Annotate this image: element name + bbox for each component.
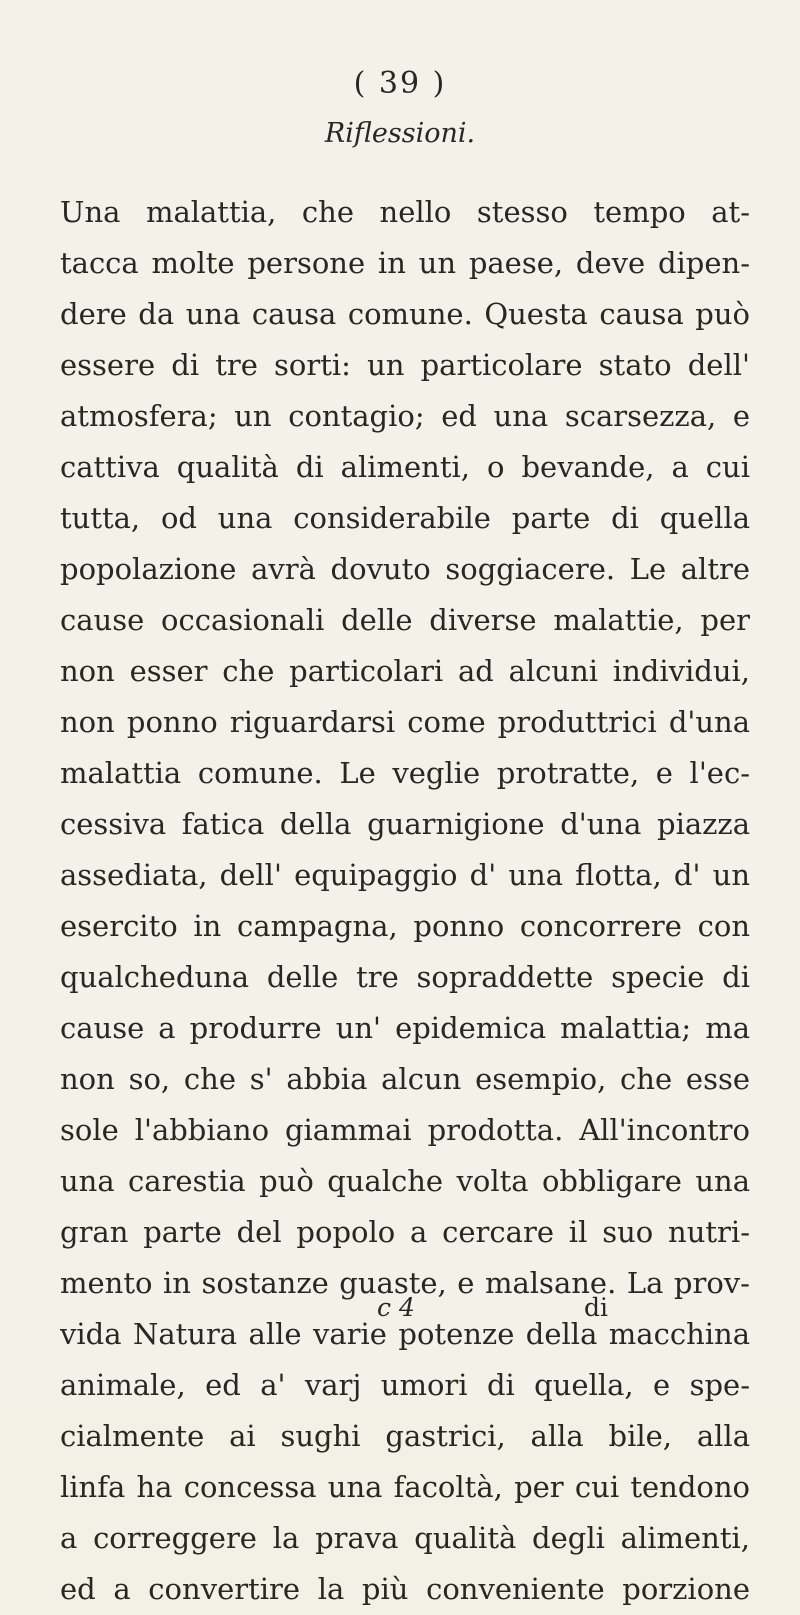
section-title: Riflessioni. [324, 118, 476, 149]
text-line: a correggere la prava qualità degli alimenti, [60, 1521, 750, 1555]
text-line: linfa ha concessa una facoltà, per cui tendono [60, 1470, 750, 1504]
text-line: sole l'abbiano giammai prodotta. All'incontro [60, 1113, 750, 1147]
text-line: non esser che particolari ad alcuni individui, [60, 654, 750, 688]
text-line: popolazione avrà dovuto soggiacere. Le altre [60, 552, 750, 586]
signature-mark: c 4 [377, 1293, 415, 1322]
text-line: ed a convertire la più conveniente porzione [60, 1572, 750, 1606]
text-line: cialmente ai sughi gastrici, alla bile, alla [60, 1419, 750, 1453]
text-line: animale, ed a' varj umori di quella, e spe- [60, 1368, 750, 1402]
text-line: Una malattia, che nello stesso tempo at- [60, 195, 750, 229]
text-line: non so, che s' abbia alcun esempio, che esse [60, 1062, 750, 1096]
text-line: una carestia può qualche volta obbligare una [60, 1164, 750, 1198]
text-line: assediata, dell' equipaggio d' una flotta, d' un [60, 858, 750, 892]
text-line: cause a produrre un' epidemica malattia; ma [60, 1011, 750, 1045]
body-text [60, 187, 750, 1615]
text-line: tutta, od una considerabile parte di quella [60, 501, 750, 535]
text-line: gran parte del popolo a cercare il suo nutri- [60, 1215, 750, 1249]
text-line: atmosfera; un contagio; ed una scarsezza, e [60, 399, 750, 433]
text-line: dere da una causa comune. Questa causa può [60, 297, 750, 331]
text-line: cattiva qualità di alimenti, o bevande, a cui [60, 450, 750, 484]
text-line: essere di tre sorti: un particolare stato dell' [60, 348, 750, 382]
text-line: mento in sostanze guaste, e malsane. La prov- [60, 1266, 750, 1300]
text-line: cessiva fatica della guarnigione d'una piazza [60, 807, 750, 841]
text-line: non ponno riguardarsi come produttrici d'una [60, 705, 750, 739]
text-line: cause occasionali delle diverse malattie, per [60, 603, 750, 637]
text-line: esercito in campagna, ponno concorrere con [60, 909, 750, 943]
catchword: di [584, 1293, 608, 1322]
text-line: vida Natura alle varie potenze della macchina [60, 1317, 750, 1351]
text-line: qualcheduna delle tre sopraddette specie di [60, 960, 750, 994]
page-number: ( 39 ) [353, 66, 447, 101]
page-footer [0, 1293, 800, 1333]
text-line: malattia comune. Le veglie protratte, e l'ec- [60, 756, 750, 790]
text-line: tacca molte persone in un paese, deve dipen- [60, 246, 750, 280]
